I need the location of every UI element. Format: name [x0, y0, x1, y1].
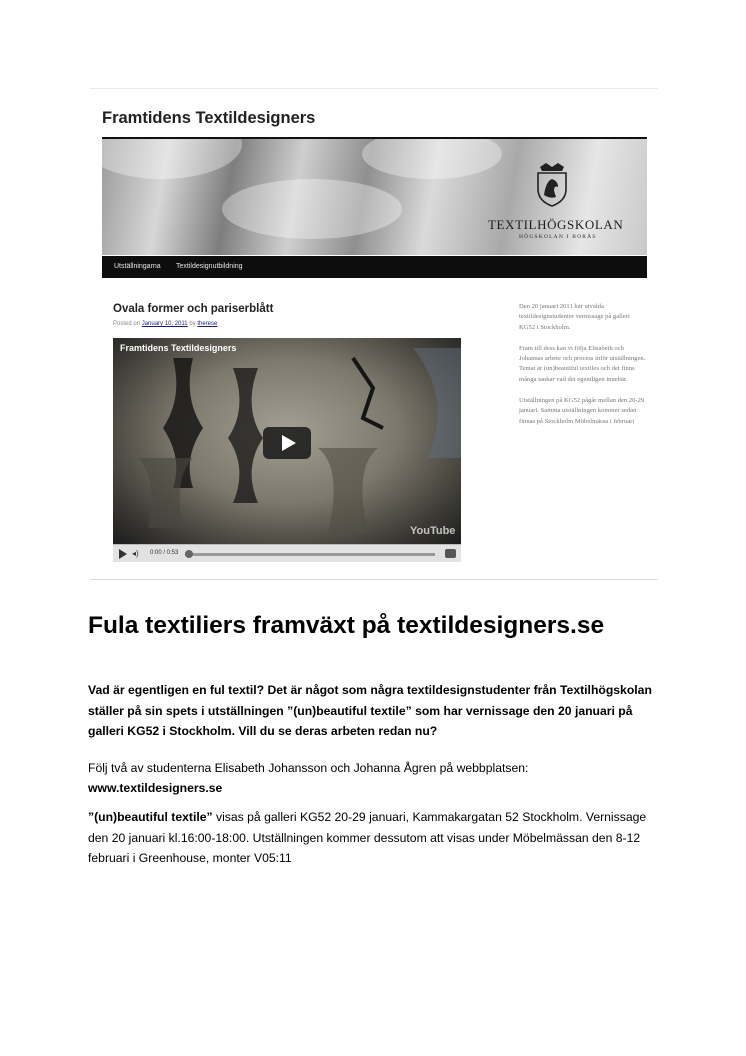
- exhibition-name: ”(un)beautiful textile”: [88, 810, 213, 824]
- control-play-icon[interactable]: [119, 549, 127, 559]
- banner-fabric-highlight: [102, 139, 242, 179]
- site-title: Framtidens Textildesigners: [102, 109, 316, 127]
- video-controls: [113, 544, 461, 562]
- fullscreen-icon[interactable]: [445, 549, 456, 558]
- progress-knob[interactable]: [185, 550, 193, 558]
- video-time: 0:00 / 0:53: [150, 550, 179, 556]
- article-follow: [88, 758, 663, 798]
- nav-item-utstallningarna[interactable]: Utställningarna: [114, 263, 161, 270]
- sidebar: [519, 302, 647, 438]
- post-date-link[interactable]: January 10, 2011: [141, 321, 188, 327]
- progress-track[interactable]: [185, 553, 435, 556]
- banner-fabric-highlight: [222, 179, 402, 239]
- article-details: [88, 807, 663, 869]
- banner-fabric-highlight: [362, 139, 502, 179]
- video-title: Framtidens Textildesigners: [120, 343, 237, 353]
- author-link[interactable]: therese: [197, 321, 218, 327]
- article-intro: Vad är egentligen en ful textil? Det är något som några textildesignstudenter från Textilhögskolan ställer på sin spets i utställningen ”(un)beautiful textile” som har vernissage den 20 januari på galleri KG52 i Stockholm. Vill du se deras arbeten redan nu?: [88, 683, 652, 738]
- brand-name: TEXTILHÖGSKOLAN: [488, 217, 624, 232]
- video-player[interactable]: [113, 338, 461, 562]
- nav-bar: [102, 256, 647, 278]
- play-button[interactable]: [263, 427, 311, 459]
- sidebar-paragraph: Den 20 januari 2011 har utvalda textildesignstudenter vernissage på galleri KG52 i Stockholm.: [519, 303, 630, 331]
- website-screenshot: [90, 88, 658, 580]
- post-meta: [113, 321, 217, 327]
- brand-subtitle: HÖGSKOLAN I BORÅS: [519, 234, 597, 240]
- meta-by: by: [189, 321, 196, 327]
- crest-logo-icon: [532, 161, 572, 207]
- article-headline: Fula textiliers framväxt på textildesigners.se: [88, 612, 605, 639]
- play-icon: [282, 435, 296, 451]
- header-banner: [102, 139, 647, 255]
- sidebar-paragraph: Fram till dess kan vi följa Elisabeth och Johannas arbete och process inför utställningen. Temat är (un)beautiful textiles och det finns många tankar vad det egentligen innebär.: [519, 344, 646, 383]
- details-text: visas på galleri KG52 20-29 januari, Kammakargatan 52 Stockholm. Vernissage den 20 januari kl.16:00-18:00. Utställningen kommer dessutom att visas under Möbelmässan den 8-12 februari i Greenhouse, monter V05:11: [88, 810, 647, 865]
- follow-text: Följ två av studenterna Elisabeth Johansson och Johanna Ågren på webbplatsen:: [88, 761, 529, 775]
- youtube-logo[interactable]: YouTube: [410, 525, 456, 537]
- nav-item-textildesignutbildning[interactable]: Textildesignutbildning: [176, 263, 243, 270]
- website-link[interactable]: www.textildesigners.se: [88, 781, 223, 795]
- meta-prefix: Posted on: [113, 321, 141, 327]
- volume-icon[interactable]: ◂): [132, 549, 139, 558]
- sidebar-paragraph: Utställningen på KG52 pågår mellan den 20-29 januari. Samma utställningen kommer sedan finnas på Stockholm Möbelmässa i februari: [519, 397, 645, 425]
- post-title[interactable]: Ovala former och pariserblått: [113, 303, 274, 315]
